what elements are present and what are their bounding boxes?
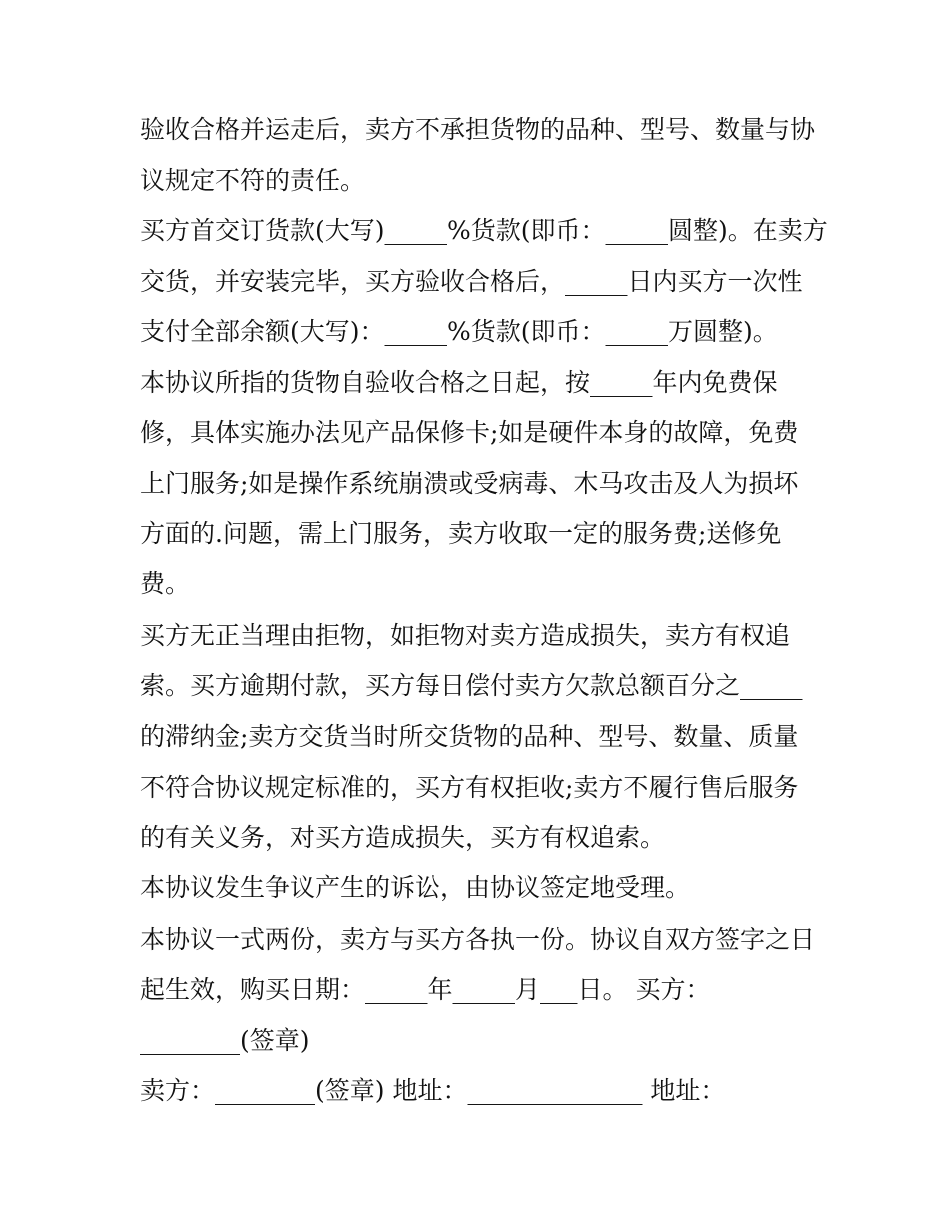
- text-line: ________(签章): [140, 1026, 310, 1055]
- text-line: 买方首交订货款(大写)_____%货款(即币：_____圆整)。在卖方: [140, 216, 828, 245]
- text-line: 验收合格并运走后，卖方不承担货物的品种、型号、数量与协: [140, 115, 816, 144]
- text-line: 的滞纳金;卖方交货当时所交货物的品种、型号、数量、质量: [140, 722, 799, 751]
- text-line: 买方无正当理由拒物，如拒物对卖方造成损失，卖方有权追: [140, 621, 791, 650]
- text-line: 支付全部余额(大写)：_____%货款(即币：_____万圆整)。: [140, 317, 778, 346]
- text-line: 费。: [140, 569, 191, 598]
- text-line: 方面的.问题，需上门服务，卖方收取一定的服务费;送修免: [140, 519, 782, 548]
- text-line: 议规定不符的责任。: [140, 166, 366, 195]
- text-line: 本协议一式两份，卖方与买方各执一份。协议自双方签字之日: [140, 925, 816, 954]
- text-line: 修，具体实施办法见产品保修卡;如是硬件本身的故障，免费: [140, 418, 799, 447]
- text-line: 上门服务;如是操作系统崩溃或受病毒、木马攻击及人为损坏: [140, 469, 799, 498]
- text-line: 交货，并安装完毕，买方验收合格后，_____日内买方一次性: [140, 267, 803, 296]
- text-line: 本协议所指的货物自验收合格之日起，按_____年内免费保: [140, 368, 778, 397]
- text-line: 的有关义务，对买方造成损失，买方有权追索。: [140, 823, 666, 852]
- text-line: 本协议发生争议产生的诉讼，由协议签定地受理。: [140, 873, 691, 902]
- text-line: 不符合协议规定标准的，买方有权拒收;卖方不履行售后服务: [140, 773, 799, 802]
- text-line: 卖方：________(签章) 地址：______________ 地址：: [140, 1076, 726, 1105]
- text-line: 索。买方逾期付款，买方每日偿付卖方欠款总额百分之_____: [140, 671, 803, 700]
- text-line: 起生效，购买日期：_____年_____月___日。 买方：: [140, 975, 711, 1004]
